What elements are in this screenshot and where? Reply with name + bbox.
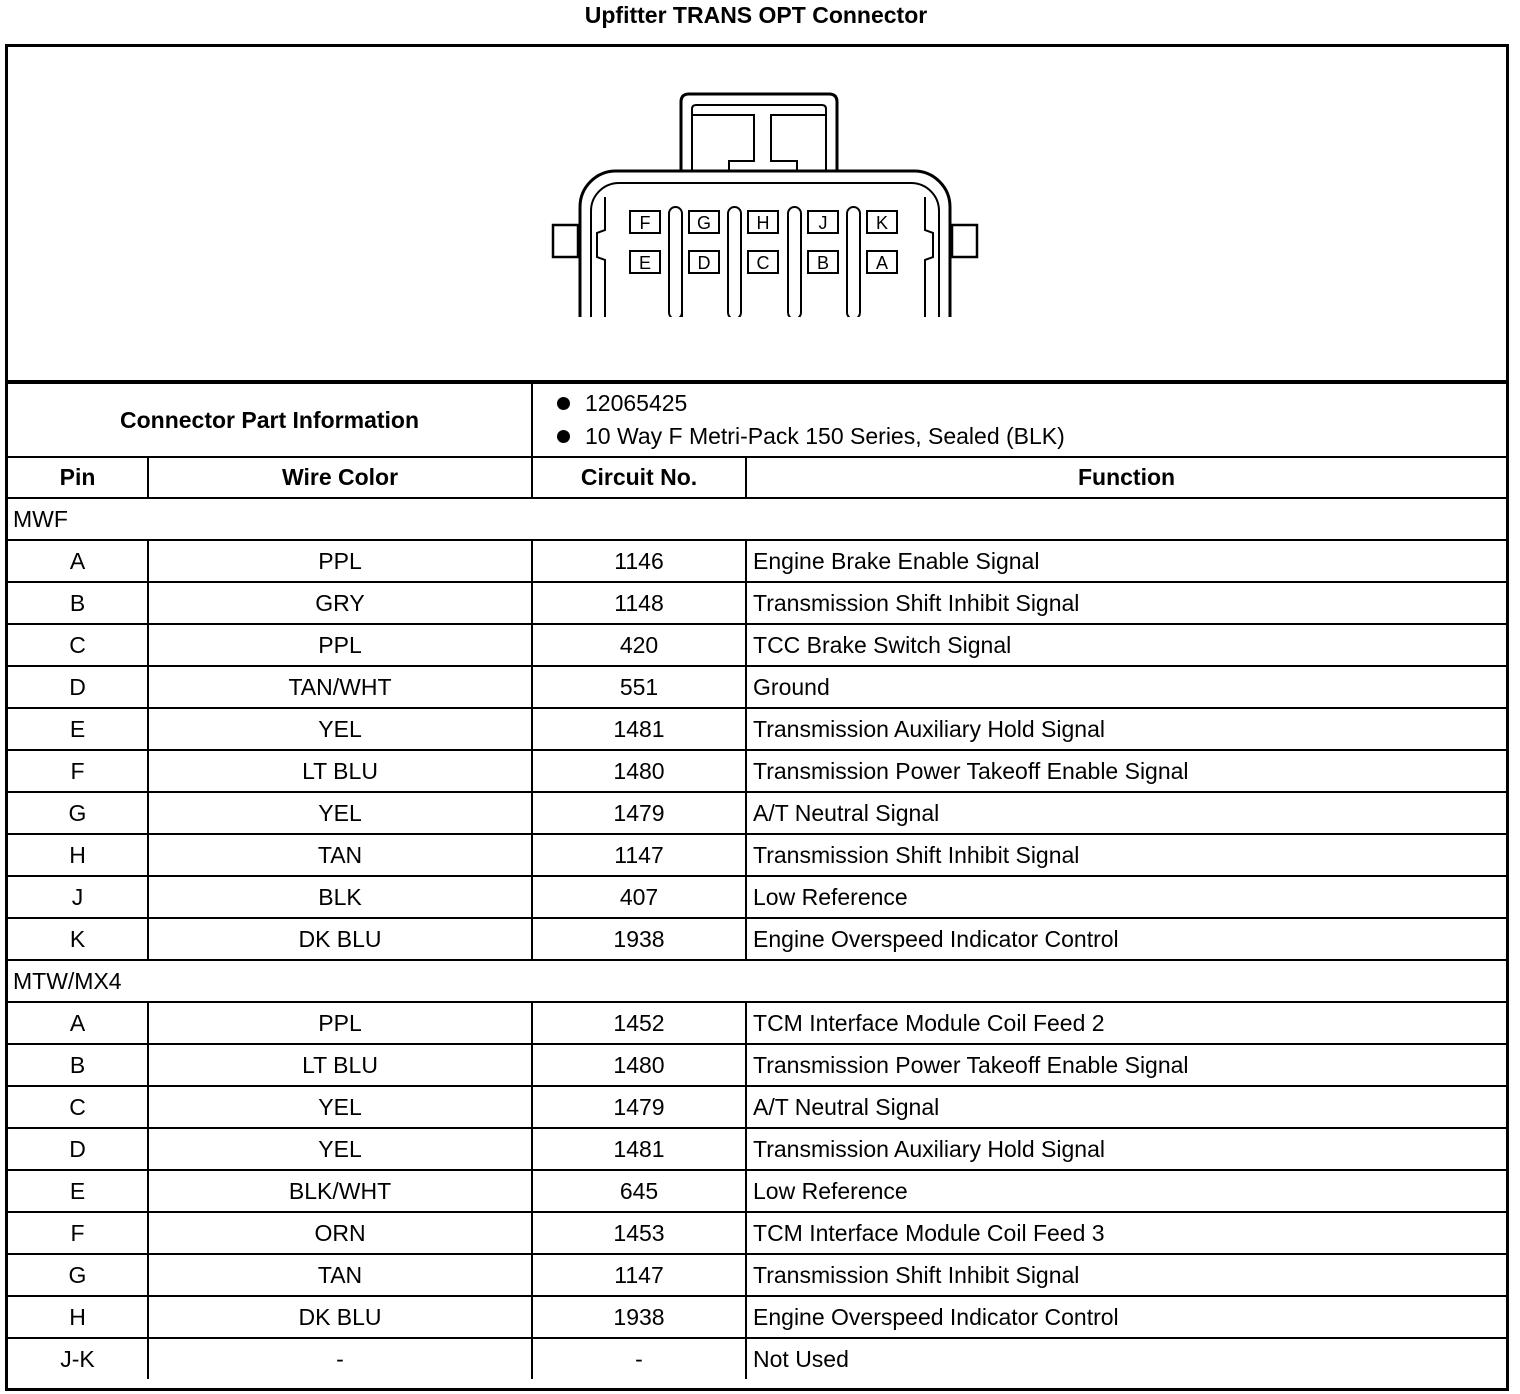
function-cell: Not Used [746, 1338, 1506, 1379]
part-info-list [533, 387, 1506, 453]
connector-diagram-cell [8, 47, 1506, 382]
function-cell: TCM Interface Module Coil Feed 3 [746, 1212, 1506, 1254]
function-cell: Engine Overspeed Indicator Control [746, 1296, 1506, 1338]
group-row [8, 960, 1506, 1002]
table-row [8, 1170, 1506, 1212]
wire-color-cell: DK BLU [148, 918, 532, 960]
wire-color-cell: TAN [148, 1254, 532, 1296]
pin-k [867, 211, 897, 233]
function-cell: Transmission Auxiliary Hold Signal [746, 708, 1506, 750]
column-header-row [8, 457, 1506, 498]
pin-cell: A [8, 540, 148, 582]
circuit-cell: 1480 [532, 1044, 746, 1086]
wire-color-cell: - [148, 1338, 532, 1379]
svg-text:H: H [756, 213, 770, 233]
part-description: 10 Way F Metri-Pack 150 Series, Sealed (BLK) [555, 420, 1506, 453]
pin-cell: F [8, 1212, 148, 1254]
function-cell: Transmission Auxiliary Hold Signal [746, 1128, 1506, 1170]
svg-text:D: D [697, 253, 711, 273]
table-row [8, 1086, 1506, 1128]
function-cell: Low Reference [746, 1170, 1506, 1212]
pin-f [630, 211, 660, 233]
function-cell: Transmission Shift Inhibit Signal [746, 834, 1506, 876]
pin-cell: B [8, 1044, 148, 1086]
pin-d [689, 251, 719, 273]
circuit-cell: 1479 [532, 792, 746, 834]
pin-e [630, 251, 660, 273]
table-row [8, 1002, 1506, 1044]
header-circuit: Circuit No. [532, 457, 746, 498]
circuit-cell: 1938 [532, 918, 746, 960]
function-cell: A/T Neutral Signal [746, 1086, 1506, 1128]
svg-text:F: F [639, 213, 651, 233]
group-label: MTW/MX4 [8, 960, 1506, 1002]
part-number: 12065425 [555, 387, 1506, 420]
part-info-label: Connector Part Information [8, 383, 532, 457]
svg-text:K: K [875, 213, 889, 233]
circuit-cell: 407 [532, 876, 746, 918]
wire-color-cell: LT BLU [148, 1044, 532, 1086]
pin-cell: E [8, 708, 148, 750]
header-pin: Pin [8, 457, 148, 498]
circuit-cell: 1146 [532, 540, 746, 582]
circuit-cell: 1452 [532, 1002, 746, 1044]
pin-cell: D [8, 666, 148, 708]
pin-cell: C [8, 1086, 148, 1128]
wire-color-cell: YEL [148, 1128, 532, 1170]
wire-color-cell: ORN [148, 1212, 532, 1254]
wire-color-cell: PPL [148, 540, 532, 582]
circuit-cell: 1147 [532, 834, 746, 876]
table-row [8, 1338, 1506, 1379]
circuit-cell: 420 [532, 624, 746, 666]
header-function: Function [746, 457, 1506, 498]
function-cell: Low Reference [746, 876, 1506, 918]
pin-cell: C [8, 624, 148, 666]
function-cell: Engine Overspeed Indicator Control [746, 918, 1506, 960]
table-row [8, 876, 1506, 918]
circuit-cell: 1479 [532, 1086, 746, 1128]
pin-cell: H [8, 834, 148, 876]
group-label: MWF [8, 498, 1506, 540]
svg-text:A: A [875, 253, 889, 273]
pinout-table [8, 382, 1506, 1379]
table-row [8, 582, 1506, 624]
connector-table-frame [5, 44, 1509, 1391]
pin-cell: E [8, 1170, 148, 1212]
circuit-cell: - [532, 1338, 746, 1379]
function-cell: Transmission Power Takeoff Enable Signal [746, 750, 1506, 792]
wire-color-cell: YEL [148, 1086, 532, 1128]
table-row [8, 540, 1506, 582]
pin-cell: B [8, 582, 148, 624]
pinout-table-body [8, 498, 1506, 1379]
table-row [8, 750, 1506, 792]
table-row [8, 1128, 1506, 1170]
wire-color-cell: PPL [148, 624, 532, 666]
table-row [8, 624, 1506, 666]
table-row [8, 918, 1506, 960]
function-cell: A/T Neutral Signal [746, 792, 1506, 834]
part-info-list-cell [532, 383, 1506, 457]
svg-text:C: C [756, 253, 770, 273]
circuit-cell: 1481 [532, 708, 746, 750]
wire-color-cell: YEL [148, 708, 532, 750]
wire-color-cell: PPL [148, 1002, 532, 1044]
wire-color-cell: BLK [148, 876, 532, 918]
wire-color-cell: LT BLU [148, 750, 532, 792]
wire-color-cell: TAN [148, 834, 532, 876]
pin-cell: F [8, 750, 148, 792]
pin-cell: K [8, 918, 148, 960]
function-cell: Transmission Power Takeoff Enable Signal [746, 1044, 1506, 1086]
circuit-cell: 1481 [532, 1128, 746, 1170]
header-wire-color: Wire Color [148, 457, 532, 498]
pin-cell: J-K [8, 1338, 148, 1379]
function-cell: TCC Brake Switch Signal [746, 624, 1506, 666]
pin-j [808, 211, 838, 233]
pin-a [867, 251, 897, 273]
wire-color-cell: YEL [148, 792, 532, 834]
wire-color-cell: BLK/WHT [148, 1170, 532, 1212]
circuit-cell: 1453 [532, 1212, 746, 1254]
table-row [8, 666, 1506, 708]
circuit-cell: 1147 [532, 1254, 746, 1296]
table-row [8, 1212, 1506, 1254]
pin-cell: J [8, 876, 148, 918]
wire-color-cell: DK BLU [148, 1296, 532, 1338]
pin-cell: G [8, 792, 148, 834]
circuit-cell: 1148 [532, 582, 746, 624]
table-row [8, 708, 1506, 750]
group-row [8, 498, 1506, 540]
svg-text:G: G [696, 213, 712, 233]
svg-text:J: J [818, 213, 828, 233]
part-info-row [8, 383, 1506, 457]
circuit-cell: 1938 [532, 1296, 746, 1338]
page-title: Upfitter TRANS OPT Connector [584, 2, 928, 28]
svg-text:E: E [638, 253, 652, 273]
connector-face-diagram [545, 87, 985, 317]
pin-b [808, 251, 838, 273]
pin-cell: H [8, 1296, 148, 1338]
wire-color-cell: TAN/WHT [148, 666, 532, 708]
pin-c [748, 251, 778, 273]
pin-g [689, 211, 719, 233]
pin-cell: A [8, 1002, 148, 1044]
function-cell: Ground [746, 666, 1506, 708]
circuit-cell: 551 [532, 666, 746, 708]
table-row [8, 834, 1506, 876]
pin-cell: D [8, 1128, 148, 1170]
function-cell: Engine Brake Enable Signal [746, 540, 1506, 582]
wire-color-cell: GRY [148, 582, 532, 624]
circuit-cell: 645 [532, 1170, 746, 1212]
table-row [8, 1044, 1506, 1086]
table-row [8, 1296, 1506, 1338]
pin-cell: G [8, 1254, 148, 1296]
svg-text:B: B [816, 253, 830, 273]
function-cell: Transmission Shift Inhibit Signal [746, 1254, 1506, 1296]
table-row [8, 1254, 1506, 1296]
function-cell: TCM Interface Module Coil Feed 2 [746, 1002, 1506, 1044]
table-row [8, 792, 1506, 834]
circuit-cell: 1480 [532, 750, 746, 792]
pin-h [748, 211, 778, 233]
function-cell: Transmission Shift Inhibit Signal [746, 582, 1506, 624]
